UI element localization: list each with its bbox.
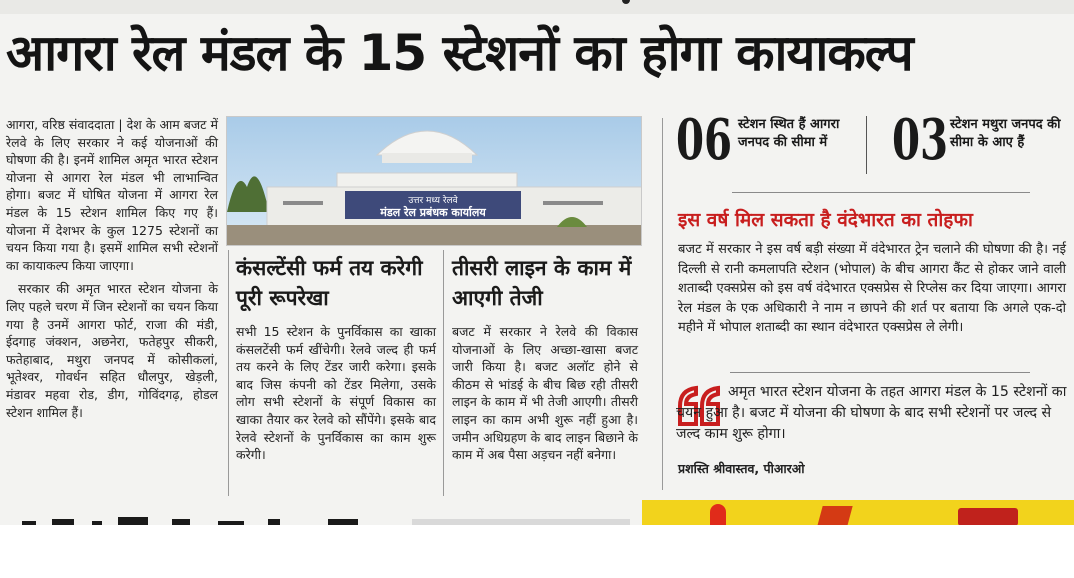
sign-top-text: उत्तर मध्य रेलवे [408, 196, 458, 206]
stat-number-agra: 06 [676, 107, 733, 173]
intro-paragraph-2: सरकार की अमृत भारत स्टेशन योजना के लिए पहले चरण में जिन स्टेशनों का चयन किया गया है उनमें आगरा फोर्ट, राजा की मंडी, ईदगाह जंक्शन, अछनेरा, फतेहपुर सीकरी, फतेहाबाद, मथुरा जनपद में कोसीकलां, भूतेश्वर, गोवर्धन सहित धौलपुर, खेड़ली, मंडावर महवा रोड, डीग, गोविंदगढ़, होडल स्टेशन शामिल हैं। [6, 281, 218, 420]
column-divider [228, 250, 229, 496]
column-divider [662, 118, 663, 490]
ad-product-shape [817, 506, 852, 526]
consultancy-body: सभी 15 स्टेशन के पुनर्विकास का खाका कंसलटेंसी फर्म खींचेगी। रेलवे जल्द ही फर्म तय करने के लिए टेंडर जारी करेगा। इसके बाद जिस कंपनी को टेंडर मिलेगा, उसके लोग सभी स्टेशनों के संपूर्ण विकास का खाका तैयार कर रेलवे को सौंपेंगे। इसके बाद रेलवे स्टेशनों के पुनर्विकास का काम शुरू करेगी। [236, 324, 436, 463]
stat-divider [866, 116, 867, 174]
stat-label-agra: स्टेशन स्थित हैं आगरा जनपद की सीमा में [738, 117, 840, 150]
upper-block [337, 173, 517, 187]
headline: आगरा रेल मंडल के 15 स्टेशनों का होगा कायाकल्प [6, 24, 913, 82]
divider-line [730, 372, 1030, 373]
intro-column [6, 116, 218, 427]
section-heading-consultancy: कंसल्टेंसी फर्म तय करेगी पूरी रूपरेखा [236, 256, 423, 310]
stat-label-mathura: स्टेशन मथुरा जनपद की सीमा के आए हैं [950, 117, 1061, 150]
sign-main-text: मंडल रेल प्रबंधक कार्यालय [380, 206, 486, 219]
third-line-body: बजट में सरकार ने रेलवे की विकास योजनाओं के लिए अच्छा-खासा बजट जारी किया है। बजट अलॉट होने से कीठम से भांडई के बीच बिछ रही तीसरी लाइन के काम में भी तेजी आएगी। तीसरी लाइन का काम अभी शुरू नहीं हुआ है। जमीन अधिग्रहण के बाद लाइन बिछाने के काम में अब पैसा अड़चन नहीं बनेगा। [452, 324, 638, 463]
building-illustration [227, 117, 642, 246]
vande-bharat-column [678, 240, 1066, 344]
station-building-photo [226, 116, 642, 246]
vande-bharat-heading: इस वर्ष मिल सकता है वंदेभारत का तोहफा [678, 209, 973, 231]
dome-base [382, 153, 472, 163]
quote-text: अमृत भारत स्टेशन योजना के तहत आगरा मंडल के 15 स्टेशनों का चयन हुआ है। बजट में योजना की घोषणा के बाद सभी स्टेशनों पर जल्द से जल्द काम शुरू होगा। [676, 384, 1067, 442]
intro-paragraph-1: आगरा, वरिष्ठ संवाददाता | देश के आम बजट में रेलवे के लिए सरकार ने कई योजनाओं की घोषणा की है। इनमें शामिल अमृत भारत स्टेशन योजना से आगरा रेल मंडल भी लाभान्वित होगा। बजट में घोषित योजना में आगरा रेल मंडल के 15 स्टेशन शामिल किए गए हैं। योजना में देशभर के कुल 1275 स्टेशनों का चयन किया गया है। इसमें शामिल सभी स्टेशनों का कायाकल्प किया जाएगा। [6, 117, 218, 273]
ad-product-shape [710, 504, 726, 526]
quote-byline: प्रशस्ति श्रीवास्तव, पीआरओ [678, 461, 805, 476]
vande-bharat-body: बजट में सरकार ने इस वर्ष बड़ी संख्या में वंदेभारत ट्रेन चलाने की घोषणा की है। नई दिल्ली से रानी कमलापति स्टेशन (भोपाल) के बीच आगरा कैंट से होकर जाने वाली शताब्दी एक्सप्रेस को इस वर्ष वंदेभारत एक्सप्रेस से रिप्लेस कर दिया जाएगा। आगरा रेल मंडल के एक अधिकारी ने नाम न छापने की शर्त पर बताया कि अगले एक-दो महीने में भोपाल शताब्दी का स्थान वंदेभारत एक्सप्रेस ले लेगी। [678, 242, 1066, 335]
ad-product-shape [958, 508, 1018, 526]
column-divider [443, 250, 444, 496]
section-heading-third-line: तीसरी लाइन के काम में आएगी तेजी [452, 256, 632, 310]
consultancy-column [236, 323, 436, 470]
ground [227, 225, 642, 246]
blank-area [0, 525, 1074, 578]
stat-number-mathura: 03 [892, 107, 949, 173]
top-band [0, 0, 1074, 14]
divider-line [732, 192, 1030, 193]
third-line-column [452, 323, 638, 470]
